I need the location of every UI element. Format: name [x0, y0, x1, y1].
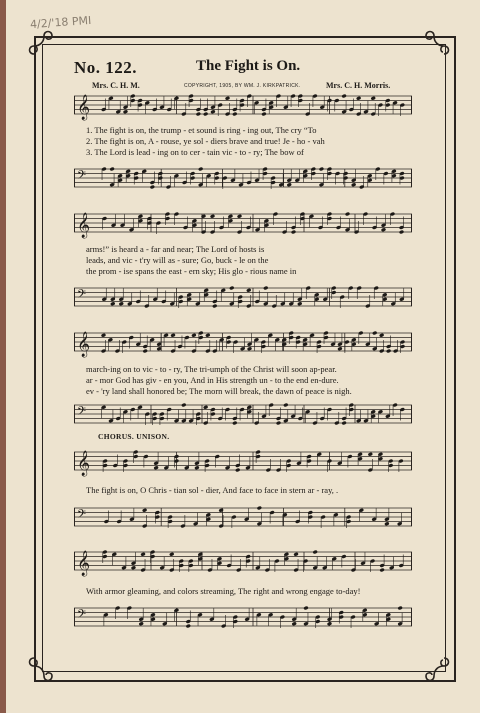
bass-staff	[74, 506, 412, 530]
bass-staff	[74, 167, 412, 191]
staff-notation	[74, 286, 412, 310]
corner-ornament-bottom-left	[26, 650, 60, 684]
svg-text:𝄞: 𝄞	[77, 95, 91, 120]
staff-notation	[74, 550, 412, 574]
lyric-line: arms!” is heard a - far and near; The Lord of hosts is	[86, 244, 265, 254]
svg-text:𝄞: 𝄞	[77, 551, 91, 576]
pencil-note: 4/2/'18 PMI	[29, 13, 92, 32]
svg-text:𝄞: 𝄞	[77, 451, 91, 476]
staff-notation	[74, 606, 412, 630]
lyric-line: the prom - ise spans the east - ern sky; His glo - rious name in	[86, 266, 297, 276]
treble-staff	[74, 331, 412, 355]
staff-notation	[74, 450, 412, 474]
svg-text:𝄢: 𝄢	[77, 169, 87, 185]
svg-text:𝄢: 𝄢	[77, 508, 87, 524]
lyric-line: march-ing on to vic - to - ry, The tri-umph of the Christ will soon ap-pear.	[86, 364, 337, 374]
corner-ornament-bottom-right	[418, 650, 452, 684]
lyricist: Mrs. C. H. M.	[92, 81, 140, 90]
bass-staff	[74, 606, 412, 630]
lyric-line: 2. The fight is on, A - rouse, ye sol - diers brave and true! Je - ho - vah	[86, 136, 325, 146]
staff-notation	[74, 506, 412, 530]
svg-text:𝄢: 𝄢	[77, 405, 87, 421]
staff-notation	[74, 212, 412, 236]
treble-staff	[74, 450, 412, 474]
svg-text:𝄞: 𝄞	[77, 213, 91, 238]
hymn-title: The Fight is On.	[196, 58, 301, 74]
bass-staff	[74, 286, 412, 310]
lyric-line: leads, and vic - t'ry will as - sure; Go, buck - le on the	[86, 255, 269, 265]
lyric-line: 3. The Lord is lead - ing on to cer - tain vic - to - ry; The bow of	[86, 147, 304, 157]
hymn-number: No. 122.	[74, 58, 138, 77]
staff-notation	[74, 167, 412, 191]
lyric-line: 1. The fight is on, the trump - et sound is ring - ing out, The cry “To	[86, 125, 317, 135]
bass-staff	[74, 403, 412, 427]
svg-text:𝄞: 𝄞	[77, 332, 91, 357]
treble-staff	[74, 550, 412, 574]
chorus-label: CHORUS. UNISON.	[98, 432, 170, 441]
svg-text:𝄢: 𝄢	[77, 608, 87, 624]
corner-ornament-top-left	[26, 28, 60, 62]
treble-staff	[74, 94, 412, 118]
treble-staff	[74, 212, 412, 236]
svg-text:𝄢: 𝄢	[77, 288, 87, 304]
lyric-line: ar - mor God has giv - en you, And in His strength un - to the end en-dure.	[86, 375, 339, 385]
copyright-notice: COPYRIGHT, 1905, BY WM. J. KIRKPATRICK.	[184, 83, 301, 89]
staff-notation	[74, 403, 412, 427]
lyric-line: With armor gleaming, and colors streaming, The right and wrong engage to-day!	[86, 586, 361, 596]
lyric-line: The fight is on, O Chris - tian sol - dier, And face to face in stern ar - ray, .	[86, 485, 339, 495]
staff-notation	[74, 331, 412, 355]
staff-notation	[74, 94, 412, 118]
lyric-line: ev - 'ry land shall honored be; The morn will break, the dawn of peace is nigh.	[86, 386, 352, 396]
composer: Mrs. C. H. Morris.	[326, 81, 391, 90]
corner-ornament-top-right	[418, 28, 452, 62]
